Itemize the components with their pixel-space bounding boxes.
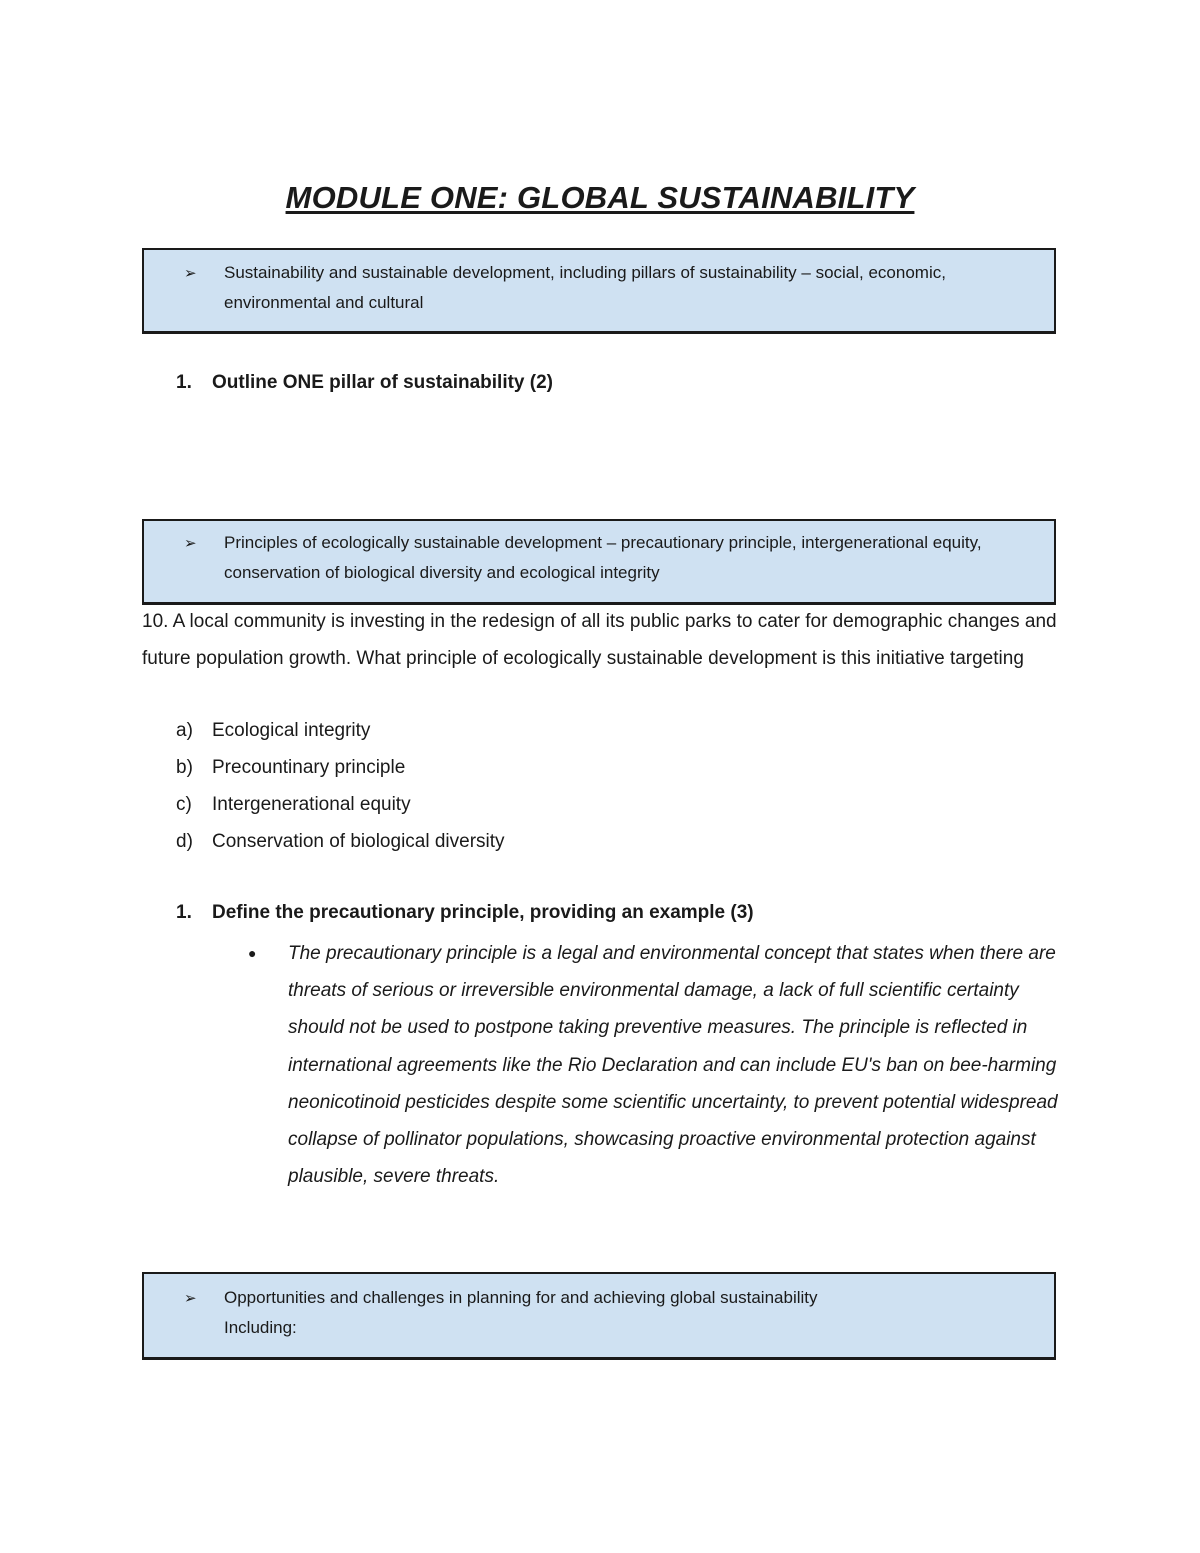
question-define-precautionary — [176, 902, 754, 924]
answer-bullet — [244, 935, 1068, 1195]
arrow-icon: ➢ — [184, 265, 197, 282]
question-text: Outline ONE pillar of sustainability (2) — [212, 372, 553, 393]
syllabus-box-opportunities — [142, 1272, 1056, 1360]
option-letter: d) — [176, 831, 193, 852]
option-letter: b) — [176, 757, 193, 778]
syllabus-box-text: Opportunities and challenges in planning for and achieving global sustainability — [224, 1288, 818, 1307]
option-text: Conservation of biological diversity — [212, 831, 505, 852]
question-number: 1. — [176, 372, 192, 393]
syllabus-box-subtext: Including: — [224, 1318, 297, 1337]
bullet-icon: ● — [248, 945, 257, 961]
answer-text: The precautionary principle is a legal and environmental concept that states when there are threats of serious or irreversible environmental damage, a lack of full scientific certainty should not be used to postpone taking preventive measures. The principle is reflected in international agreements like the Rio Declaration and can include EU's ban on bee-harming neonicotinoid pesticides despite some scientific uncertainty, to prevent potential widespread collapse of pollinator populations, showcasing proactive environmental protection against plausible, severe threats. — [288, 943, 1058, 1188]
mcq-option[interactable] — [176, 749, 505, 786]
option-text: Precountinary principle — [212, 757, 406, 778]
syllabus-box-text: Sustainability and sustainable development, including pillars of sustainability – social, economic, environmental and cultural — [224, 263, 946, 312]
syllabus-box-text: Principles of ecologically sustainable development – precautionary principle, intergenerational equity, conservation of biological diversity and ecological integrity — [224, 533, 982, 582]
mcq-option[interactable] — [176, 712, 505, 749]
page-title: MODULE ONE: GLOBAL SUSTAINABILITY — [285, 180, 915, 215]
mcq-option[interactable] — [176, 823, 505, 860]
option-text: Intergenerational equity — [212, 794, 411, 815]
mcq-option[interactable] — [176, 786, 505, 823]
syllabus-box-esd-principles — [142, 519, 1056, 605]
arrow-icon: ➢ — [184, 535, 197, 552]
arrow-icon: ➢ — [184, 1290, 197, 1307]
mcq-question-stem: 10. A local community is investing in the redesign of all its public parks to cater for demographic changes and future population growth. What principle of ecologically sustainable development is this initiative targeting — [142, 611, 1057, 669]
option-letter: a) — [176, 720, 193, 741]
mcq-options-list — [176, 712, 505, 860]
question-number: 1. — [176, 902, 192, 923]
question-outline-pillar — [176, 372, 553, 394]
option-text: Ecological integrity — [212, 720, 371, 741]
syllabus-box-sustainability — [142, 248, 1056, 334]
question-text: Define the precautionary principle, providing an example (3) — [212, 902, 754, 923]
option-letter: c) — [176, 794, 192, 815]
